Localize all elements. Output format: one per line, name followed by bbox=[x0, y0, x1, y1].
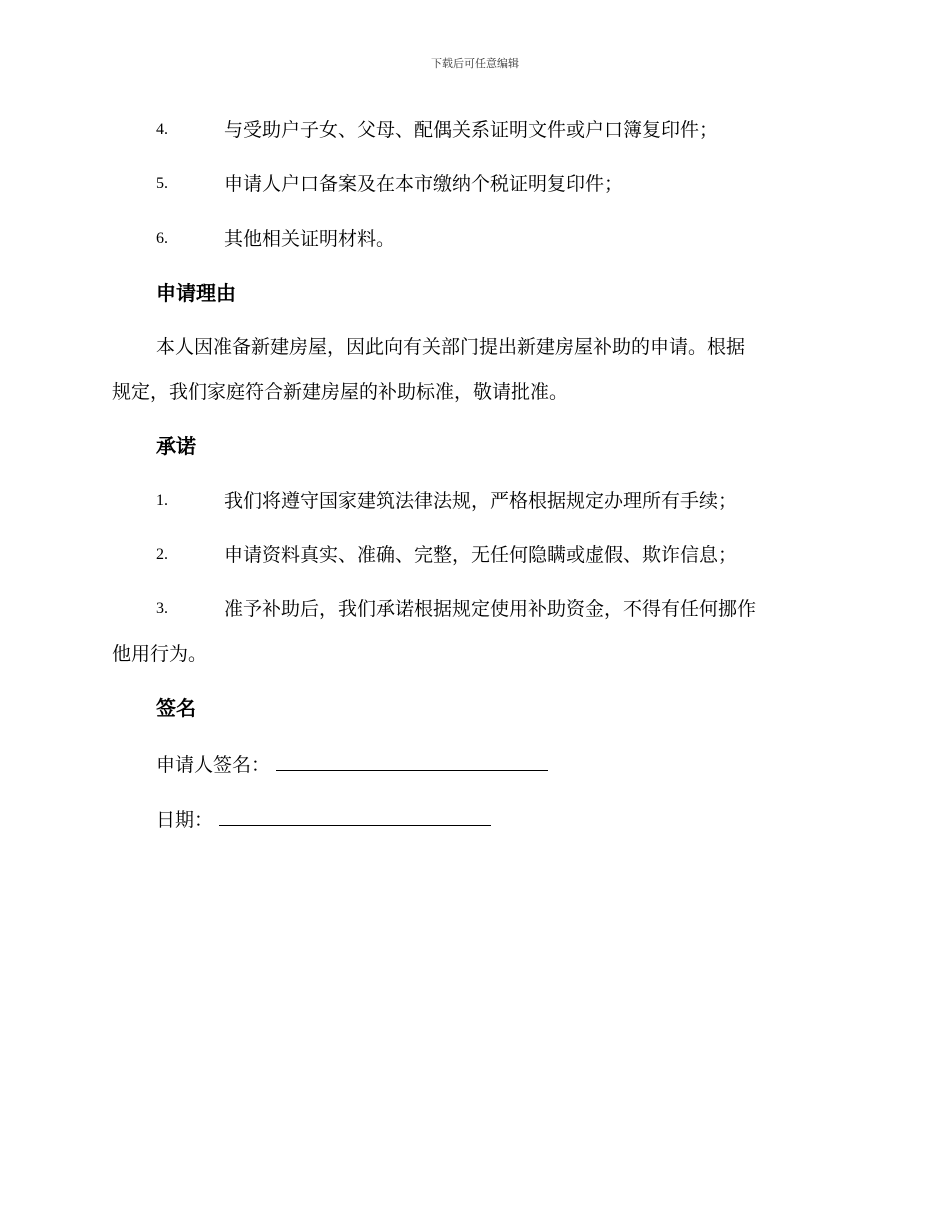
list-item-text: 其他相关证明材料。 bbox=[224, 228, 396, 250]
page-header: 下载后可任意编辑 bbox=[431, 57, 519, 70]
list-item-text: 我们将遵守国家建筑法律法规，严格根据规定办理所有手续； bbox=[224, 490, 738, 512]
applicant-signature-row bbox=[156, 750, 548, 777]
date-row bbox=[156, 805, 491, 832]
list-item-text: 准予补助后，我们承诺根据规定使用补助资金，不得有任何挪作 bbox=[224, 598, 757, 620]
list-item-text: 申请资料真实、准确、完整，无任何隐瞒或虚假、欺诈信息； bbox=[224, 544, 738, 566]
list-item-number: 3. bbox=[156, 600, 168, 617]
list-item-number: 5. bbox=[156, 175, 168, 192]
reason-heading: 申请理由 bbox=[156, 281, 236, 305]
list-item-continuation: 他用行为。 bbox=[112, 643, 208, 665]
list-item-text: 与受助户子女、父母、配偶关系证明文件或户口簿复印件； bbox=[224, 119, 719, 141]
reason-paragraph-line1: 本人因准备新建房屋，因此向有关部门提出新建房屋补助的申请。根据 bbox=[156, 336, 746, 358]
signature-heading: 签名 bbox=[156, 696, 196, 720]
list-item-number: 6. bbox=[156, 230, 168, 247]
reason-paragraph-line2: 规定，我们家庭符合新建房屋的补助标准，敬请批准。 bbox=[112, 381, 569, 403]
date-line[interactable] bbox=[219, 805, 491, 826]
list-item-number: 4. bbox=[156, 121, 168, 138]
applicant-signature-label: 申请人签名： bbox=[156, 754, 271, 776]
list-item-text: 申请人户口备案及在本市缴纳个税证明复印件； bbox=[224, 173, 624, 195]
list-item-number: 1. bbox=[156, 492, 168, 509]
applicant-signature-line[interactable] bbox=[276, 750, 548, 771]
list-item-number: 2. bbox=[156, 546, 168, 563]
promise-heading: 承诺 bbox=[156, 434, 196, 458]
date-label: 日期： bbox=[156, 809, 214, 831]
